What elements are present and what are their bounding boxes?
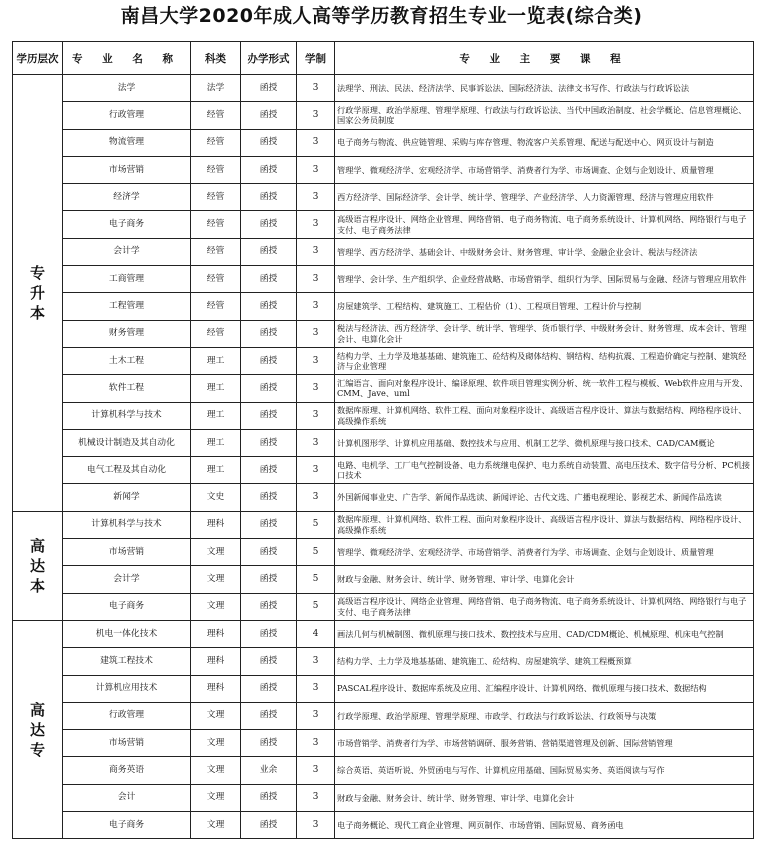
level-cell: 高 达 本: [13, 511, 63, 620]
major-cell: 电气工程及其自动化: [63, 457, 191, 484]
table-row: [13, 539, 754, 566]
category-cell: 经管: [191, 293, 241, 320]
courses-cell: 结构力学、土力学及地基基础、建筑施工、砼结构及砌体结构、钢结构、结构抗震、工程造价确定与控制、建筑经济与企业管理: [335, 347, 754, 374]
table-row: [13, 238, 754, 265]
major-cell: 工程管理: [63, 293, 191, 320]
courses-cell: 结构力学、土力学及地基基础、建筑施工、砼结构、房屋建筑学、建筑工程概预算: [335, 648, 754, 675]
courses-cell: 市场营销学、消费者行为学、市场营销调研、服务营销、营销渠道管理及创新、国际营销管理: [335, 730, 754, 757]
mode-cell: 函授: [241, 184, 297, 211]
duration-cell: 5: [297, 566, 335, 593]
courses-cell: 高级语言程序设计、网络企业管理、网络营销、电子商务物流、电子商务系统设计、计算机网络、网络银行与电子支付、电子商务法律: [335, 211, 754, 238]
mode-cell: 函授: [241, 511, 297, 538]
duration-cell: 3: [297, 347, 335, 374]
category-cell: 文理: [191, 539, 241, 566]
courses-cell: 管理学、西方经济学、基础会计、中级财务会计、财务管理、审计学、金融企业会计、税法与经济法: [335, 238, 754, 265]
duration-cell: 3: [297, 184, 335, 211]
major-cell: 计算机应用技术: [63, 675, 191, 702]
courses-cell: 税法与经济法、西方经济学、会计学、统计学、管理学、货币银行学、中级财务会计、财务管理、成本会计、管理会计、电算化会计: [335, 320, 754, 347]
courses-cell: 画法几何与机械制图、微机原理与接口技术、数控技术与应用、CAD/CDM概论、机械原理、机床电气控制: [335, 620, 754, 647]
duration-cell: 3: [297, 457, 335, 484]
table-row: [13, 484, 754, 511]
mode-cell: 函授: [241, 648, 297, 675]
mode-cell: 函授: [241, 211, 297, 238]
major-cell: 计算机科学与技术: [63, 511, 191, 538]
mode-cell: 函授: [241, 457, 297, 484]
mode-cell: 函授: [241, 375, 297, 402]
courses-cell: 计算机图形学、计算机应用基础、数控技术与应用、机制工艺学、微机原理与接口技术、CAD/CAM概论: [335, 429, 754, 456]
courses-cell: 管理学、微观经济学、宏观经济学、市场营销学、消费者行为学、市场调查、企划与企划设计、质量管理: [335, 539, 754, 566]
mode-cell: 函授: [241, 730, 297, 757]
category-cell: 经管: [191, 211, 241, 238]
header-level: 学历层次: [13, 42, 63, 75]
table-row: [13, 320, 754, 347]
category-cell: 经管: [191, 238, 241, 265]
duration-cell: 3: [297, 757, 335, 784]
courses-cell: 电子商务与物流、供应链管理、采购与库存管理、物流客户关系管理、配送与配送中心、网页设计与制造: [335, 129, 754, 156]
category-cell: 理科: [191, 648, 241, 675]
table-row: [13, 784, 754, 811]
mode-cell: 函授: [241, 293, 297, 320]
major-cell: 物流管理: [63, 129, 191, 156]
major-cell: 会计学: [63, 238, 191, 265]
category-cell: 经管: [191, 129, 241, 156]
page-title: 南昌大学2020年成人高等学历教育招生专业一览表(综合类): [120, 5, 643, 27]
mode-cell: 函授: [241, 484, 297, 511]
category-cell: 法学: [191, 75, 241, 102]
courses-cell: 电子商务概论、现代工商企业管理、网页制作、市场营销、国际贸易、商务函电: [335, 812, 754, 839]
category-cell: 理科: [191, 675, 241, 702]
courses-cell: 行政学原理、政治学原理、管理学原理、行政法与行政诉讼法、当代中国政治制度、社会学概论、信息管理概论、国家公务员制度: [335, 102, 754, 129]
courses-cell: 数据库原理、计算机网络、软件工程、面向对象程序设计、高级语言程序设计、算法与数据结构、网络程序设计、高级操作系统: [335, 402, 754, 429]
mode-cell: 函授: [241, 539, 297, 566]
major-cell: 土木工程: [63, 347, 191, 374]
table-row: [13, 129, 754, 156]
duration-cell: 3: [297, 402, 335, 429]
table-row: [13, 402, 754, 429]
mode-cell: 函授: [241, 402, 297, 429]
major-cell: 计算机科学与技术: [63, 402, 191, 429]
major-cell: 机电一体化技术: [63, 620, 191, 647]
courses-cell: 财政与金融、财务会计、统计学、财务管理、审计学、电算化会计: [335, 566, 754, 593]
category-cell: 文理: [191, 784, 241, 811]
category-cell: 理科: [191, 511, 241, 538]
mode-cell: 函授: [241, 238, 297, 265]
duration-cell: 3: [297, 730, 335, 757]
major-cell: 行政管理: [63, 102, 191, 129]
duration-cell: 3: [297, 156, 335, 183]
major-cell: 法学: [63, 75, 191, 102]
table-row: [13, 757, 754, 784]
mode-cell: 函授: [241, 320, 297, 347]
major-cell: 市场营销: [63, 156, 191, 183]
header-major: 专 业 名 称: [63, 42, 191, 75]
duration-cell: 3: [297, 702, 335, 729]
major-cell: 建筑工程技术: [63, 648, 191, 675]
major-cell: 会计学: [63, 566, 191, 593]
category-cell: 文理: [191, 812, 241, 839]
major-cell: 工商管理: [63, 266, 191, 293]
majors-table: [12, 41, 754, 839]
duration-cell: 3: [297, 293, 335, 320]
major-cell: 会计: [63, 784, 191, 811]
mode-cell: 函授: [241, 812, 297, 839]
mode-cell: 函授: [241, 129, 297, 156]
table-row: [13, 593, 754, 620]
table-row: [13, 75, 754, 102]
mode-cell: 函授: [241, 620, 297, 647]
duration-cell: 3: [297, 266, 335, 293]
level-cell: 高 达 专: [13, 620, 63, 838]
major-cell: 经济学: [63, 184, 191, 211]
duration-cell: 3: [297, 102, 335, 129]
duration-cell: 3: [297, 129, 335, 156]
category-cell: 文理: [191, 566, 241, 593]
duration-cell: 3: [297, 648, 335, 675]
table-header-row: [13, 42, 754, 75]
duration-cell: 3: [297, 429, 335, 456]
category-cell: 理工: [191, 402, 241, 429]
table-row: [13, 156, 754, 183]
table-row: [13, 347, 754, 374]
duration-cell: 5: [297, 593, 335, 620]
table-row: [13, 620, 754, 647]
major-cell: 电子商务: [63, 211, 191, 238]
mode-cell: 函授: [241, 566, 297, 593]
table-row: [13, 102, 754, 129]
mode-cell: 函授: [241, 429, 297, 456]
major-cell: 电子商务: [63, 812, 191, 839]
duration-cell: 5: [297, 511, 335, 538]
courses-cell: 汇编语言、面向对象程序设计、编译原理、软件项目管理实例分析、统一软件工程与模板、Web软件应用与开发、CMM、Jave、uml: [335, 375, 754, 402]
mode-cell: 函授: [241, 75, 297, 102]
courses-cell: 综合英语、英语听说、外贸函电与写作、计算机应用基础、国际贸易实务、英语阅读与写作: [335, 757, 754, 784]
category-cell: 文理: [191, 702, 241, 729]
duration-cell: 3: [297, 784, 335, 811]
table-row: [13, 566, 754, 593]
table-body: [13, 75, 754, 839]
table-row: [13, 375, 754, 402]
table-row: [13, 293, 754, 320]
duration-cell: 3: [297, 238, 335, 265]
mode-cell: 函授: [241, 702, 297, 729]
mode-cell: 函授: [241, 156, 297, 183]
courses-cell: 房屋建筑学、工程结构、建筑施工、工程估价（1）、工程项目管理、工程计价与控制: [335, 293, 754, 320]
duration-cell: 5: [297, 539, 335, 566]
major-cell: 新闻学: [63, 484, 191, 511]
courses-cell: 数据库原理、计算机网络、软件工程、面向对象程序设计、高级语言程序设计、算法与数据结构、网络程序设计、高级操作系统: [335, 511, 754, 538]
header-duration: 学制: [297, 42, 335, 75]
duration-cell: 4: [297, 620, 335, 647]
duration-cell: 3: [297, 320, 335, 347]
header-mode: 办学形式: [241, 42, 297, 75]
category-cell: 经管: [191, 184, 241, 211]
table-row: [13, 702, 754, 729]
major-cell: 电子商务: [63, 593, 191, 620]
courses-cell: 外国新闻事业史、广告学、新闻作品选读、新闻评论、古代文选、广播电视理论、影视艺术、新闻作品选读: [335, 484, 754, 511]
courses-cell: 行政学原理、政治学原理、管理学原理、市政学、行政法与行政诉讼法、行政领导与决策: [335, 702, 754, 729]
mode-cell: 函授: [241, 102, 297, 129]
table-row: [13, 675, 754, 702]
table-row: [13, 184, 754, 211]
courses-cell: 法理学、刑法、民法、经济法学、民事诉讼法、国际经济法、法律文书写作、行政法与行政诉讼法: [335, 75, 754, 102]
table-row: [13, 211, 754, 238]
major-cell: 行政管理: [63, 702, 191, 729]
duration-cell: 3: [297, 375, 335, 402]
mode-cell: 函授: [241, 266, 297, 293]
table-row: [13, 812, 754, 839]
mode-cell: 业余: [241, 757, 297, 784]
courses-cell: 高级语言程序设计、网络企业管理、网络营销、电子商务物流、电子商务系统设计、计算机网络、网络银行与电子支付、电子商务法律: [335, 593, 754, 620]
table-row: [13, 648, 754, 675]
category-cell: 经管: [191, 156, 241, 183]
duration-cell: 3: [297, 211, 335, 238]
level-cell: 专 升 本: [13, 75, 63, 512]
category-cell: 理科: [191, 620, 241, 647]
courses-cell: 管理学、会计学、生产组织学、企业经营战略、市场营销学、组织行为学、国际贸易与金融、经济与管理应用软件: [335, 266, 754, 293]
mode-cell: 函授: [241, 784, 297, 811]
courses-cell: 财政与金融、财务会计、统计学、财务管理、审计学、电算化会计: [335, 784, 754, 811]
major-cell: 市场营销: [63, 539, 191, 566]
courses-cell: 电路、电机学、工厂电气控制设备、电力系统继电保护、电力系统自动装置、高电压技术、数字信号分析、PC机接口技术: [335, 457, 754, 484]
major-cell: 财务管理: [63, 320, 191, 347]
category-cell: 文理: [191, 593, 241, 620]
table-row: [13, 457, 754, 484]
major-cell: 市场营销: [63, 730, 191, 757]
header-courses: 专 业 主 要 课 程: [335, 42, 754, 75]
category-cell: 理工: [191, 457, 241, 484]
category-cell: 文理: [191, 730, 241, 757]
table-row: [13, 511, 754, 538]
mode-cell: 函授: [241, 675, 297, 702]
courses-cell: 管理学、微观经济学、宏观经济学、市场营销学、消费者行为学、市场调查、企划与企划设计、质量管理: [335, 156, 754, 183]
major-cell: 机械设计制造及其自动化: [63, 429, 191, 456]
header-category: 科类: [191, 42, 241, 75]
table-row: [13, 266, 754, 293]
duration-cell: 3: [297, 75, 335, 102]
mode-cell: 函授: [241, 593, 297, 620]
courses-cell: PASCAL程序设计、数据库系统及应用、汇编程序设计、计算机网络、微机原理与接口技术、数据结构: [335, 675, 754, 702]
major-cell: 商务英语: [63, 757, 191, 784]
duration-cell: 3: [297, 484, 335, 511]
courses-cell: 西方经济学、国际经济学、会计学、统计学、管理学、产业经济学、人力资源管理、经济与管理应用软件: [335, 184, 754, 211]
category-cell: 经管: [191, 102, 241, 129]
category-cell: 理工: [191, 375, 241, 402]
category-cell: 文理: [191, 757, 241, 784]
duration-cell: 3: [297, 812, 335, 839]
table-row: [13, 730, 754, 757]
category-cell: 理工: [191, 347, 241, 374]
major-cell: 软件工程: [63, 375, 191, 402]
category-cell: 经管: [191, 266, 241, 293]
category-cell: 文史: [191, 484, 241, 511]
mode-cell: 函授: [241, 347, 297, 374]
category-cell: 理工: [191, 429, 241, 456]
duration-cell: 3: [297, 675, 335, 702]
table-row: [13, 429, 754, 456]
category-cell: 经管: [191, 320, 241, 347]
